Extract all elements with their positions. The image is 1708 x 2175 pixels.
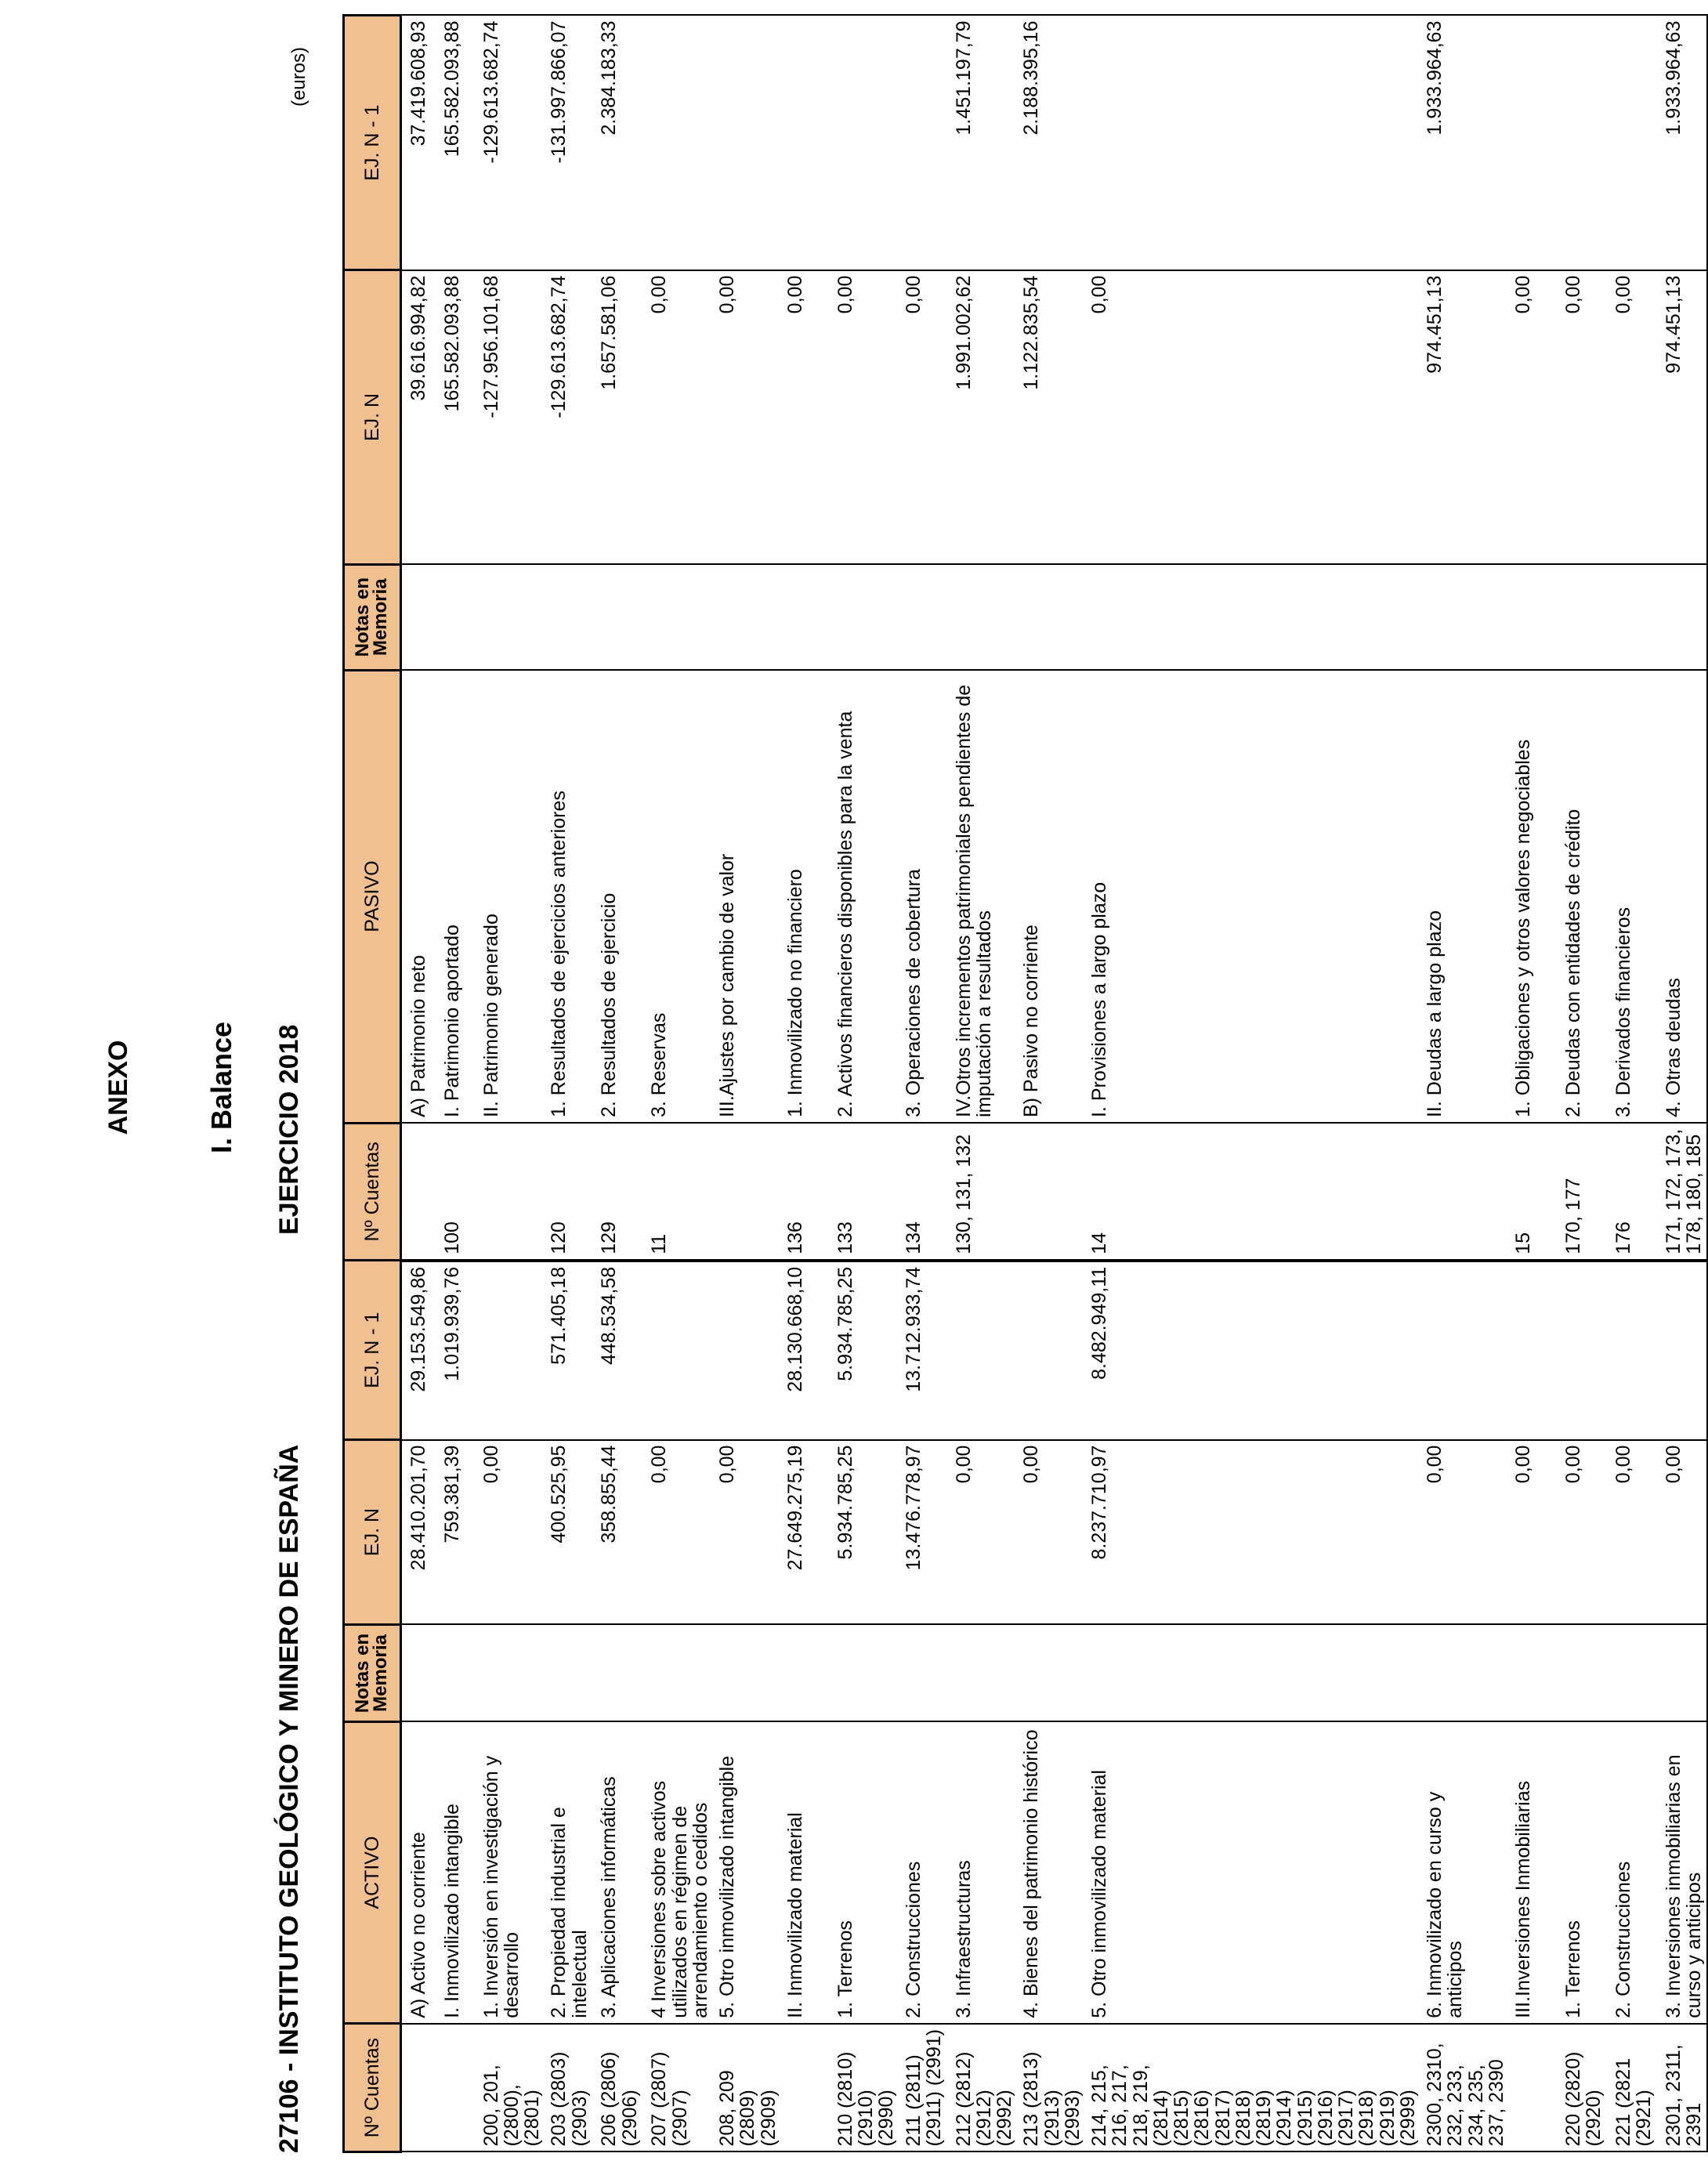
asset-label-cell: 1. Terrenos (829, 1722, 897, 2024)
liability-prior-year-cell: 1.933.964,63 (1418, 16, 1507, 270)
asset-label-cell: 2. Construcciones (897, 1722, 947, 2024)
account-codes-cell (1507, 2024, 1557, 2152)
liability-current-year-cell: 0,00 (711, 270, 779, 565)
col-header-cuentas: Nº Cuentas (344, 2024, 401, 2152)
asset-label-cell: 1. Inversión en investigación y desarrollo (475, 1722, 543, 2024)
liability-notes-cell (829, 564, 897, 670)
liability-current-year-cell: 0,00 (1507, 270, 1557, 565)
liability-notes-cell (779, 564, 829, 670)
asset-current-year-cell: 0,00 (1557, 1440, 1607, 1625)
asset-notes-cell (642, 1625, 711, 1722)
asset-notes-cell (1507, 1625, 1557, 1722)
liability-account-codes-cell: 120 (542, 1123, 592, 1261)
liability-prior-year-cell (642, 16, 711, 270)
asset-prior-year-cell (1507, 1261, 1557, 1440)
liability-account-codes-cell (1418, 1123, 1507, 1261)
table-row (1657, 16, 1707, 2152)
liability-label-cell: B) Pasivo no corriente (1015, 670, 1083, 1123)
asset-prior-year-cell: 28.130.668,10 (779, 1261, 829, 1440)
liability-current-year-cell: 0,00 (1083, 270, 1418, 565)
asset-prior-year-cell: 8.482.949,11 (1083, 1261, 1418, 1440)
asset-label-cell: 1. Terrenos (1557, 1722, 1607, 2024)
asset-notes-cell (829, 1625, 897, 1722)
liability-prior-year-cell (1557, 16, 1607, 270)
fiscal-year-title: EJERCICIO 2018 (274, 1024, 304, 1235)
liability-current-year-cell: 1.657.581,06 (592, 270, 642, 565)
asset-prior-year-cell: 29.153.549,86 (401, 1261, 436, 1440)
asset-prior-year-cell: 1.019.939,76 (436, 1261, 475, 1440)
asset-prior-year-cell: 5.934.785,25 (829, 1261, 897, 1440)
liability-current-year-cell: -127.956.101,68 (475, 270, 543, 565)
asset-prior-year-cell (1418, 1261, 1507, 1440)
liability-label-cell: 4. Otras deudas (1657, 670, 1707, 1123)
organism-title: 27106 - INSTITUTO GEOLÓGICO Y MINERO DE ESPAÑA (274, 1444, 304, 2153)
table-row (542, 16, 592, 2152)
liability-label-cell: 1. Obligaciones y otros valores negociables (1507, 670, 1557, 1123)
asset-notes-cell (711, 1625, 779, 1722)
account-codes-cell: 220 (2820) (2920) (1557, 2024, 1607, 2152)
liability-prior-year-cell: -129.613.682,74 (475, 16, 543, 270)
asset-notes-cell (897, 1625, 947, 1722)
liability-label-cell: A) Patrimonio neto (401, 670, 436, 1123)
liability-label-cell: 1. Inmovilizado no financiero (779, 670, 829, 1123)
liability-label-cell: I. Patrimonio aportado (436, 670, 475, 1123)
asset-current-year-cell: 5.934.785,25 (829, 1440, 897, 1625)
table-row (1418, 16, 1507, 2152)
table-row (1507, 16, 1557, 2152)
liability-prior-year-cell: 1.451.197,79 (947, 16, 1015, 270)
liability-current-year-cell: 0,00 (779, 270, 829, 565)
asset-prior-year-cell: 13.712.933,74 (897, 1261, 947, 1440)
asset-label-cell: 6. Inmovilizado en curso y anticipos (1418, 1722, 1507, 2024)
liability-label-cell: 2. Resultados de ejercicio (592, 670, 642, 1123)
liability-account-codes-cell: 130, 131, 132 (947, 1123, 1015, 1261)
liability-notes-cell (1083, 564, 1418, 670)
liability-label-cell: 3. Operaciones de cobertura (897, 670, 947, 1123)
liability-prior-year-cell (711, 16, 779, 270)
liability-current-year-cell: 0,00 (897, 270, 947, 565)
asset-current-year-cell: 0,00 (1507, 1440, 1557, 1625)
asset-notes-cell (779, 1625, 829, 1722)
account-codes-cell: 221 (2821 (2921) (1607, 2024, 1657, 2152)
col-header-ejn: EJ. N (344, 1440, 401, 1625)
liability-label-cell: 3. Derivados financieros (1607, 670, 1657, 1123)
asset-current-year-cell: 0,00 (642, 1440, 711, 1625)
liability-prior-year-cell (1507, 16, 1557, 270)
asset-notes-cell (947, 1625, 1015, 1722)
asset-current-year-cell: 759.381,39 (436, 1440, 475, 1625)
liability-current-year-cell: 974.451,13 (1657, 270, 1707, 565)
asset-notes-cell (592, 1625, 642, 1722)
asset-label-cell: 5. Otro inmovilizado intangible (711, 1722, 779, 2024)
liability-account-codes-cell: 15 (1507, 1123, 1557, 1261)
liability-account-codes-cell: 134 (897, 1123, 947, 1261)
liability-notes-cell (1418, 564, 1507, 670)
liability-current-year-cell: 39.616.994,82 (401, 270, 436, 565)
asset-prior-year-cell (642, 1261, 711, 1440)
table-row (1607, 16, 1657, 2152)
annex-heading: ANEXO (103, 1040, 133, 1135)
asset-current-year-cell: 0,00 (711, 1440, 779, 1625)
table-row (642, 16, 711, 2152)
asset-label-cell: 3. Aplicaciones informáticas (592, 1722, 642, 2024)
liability-notes-cell (1657, 564, 1707, 670)
liability-current-year-cell: 1.991.002,62 (947, 270, 1015, 565)
liability-account-codes-cell: 14 (1083, 1123, 1418, 1261)
asset-current-year-cell: 13.476.778,97 (897, 1440, 947, 1625)
liability-account-codes-cell: 136 (779, 1123, 829, 1261)
liability-label-cell: III.Ajustes por cambio de valor (711, 670, 779, 1123)
account-codes-cell: 213 (2813) (2913) (2993) (1015, 2024, 1083, 2152)
account-codes-cell (436, 2024, 475, 2152)
asset-current-year-cell: 0,00 (475, 1440, 543, 1625)
account-codes-cell: 2300, 2310, 232, 233, 234, 235, 237, 2390 (1418, 2024, 1507, 2152)
balance-table (342, 14, 1708, 2153)
account-codes-cell: 210 (2810) (2910) (2990) (829, 2024, 897, 2152)
asset-label-cell: 2. Propiedad industrial e intelectual (542, 1722, 592, 2024)
asset-current-year-cell: 0,00 (1015, 1440, 1083, 1625)
asset-label-cell: 2. Construcciones (1607, 1722, 1657, 2024)
asset-notes-cell (436, 1625, 475, 1722)
liability-notes-cell (436, 564, 475, 670)
asset-label-cell: 3. Infraestructuras (947, 1722, 1015, 2024)
liability-account-codes-cell: 171, 172, 173, 178, 180, 185 (1657, 1123, 1707, 1261)
asset-current-year-cell: 0,00 (947, 1440, 1015, 1625)
col-header-ejn-pasivo: EJ. N (344, 270, 401, 565)
asset-current-year-cell: 400.525,95 (542, 1440, 592, 1625)
liability-notes-cell (401, 564, 436, 670)
liability-label-cell: 2. Activos financieros disponibles para la venta (829, 670, 897, 1123)
asset-prior-year-cell (1557, 1261, 1607, 1440)
asset-label-cell: 4 Inversiones sobre activos utilizados en régimen de arrendamiento o cedidos (642, 1722, 711, 2024)
asset-notes-cell (475, 1625, 543, 1722)
col-header-ejn1: EJ. N - 1 (344, 1261, 401, 1440)
liability-notes-cell (897, 564, 947, 670)
liability-prior-year-cell (1083, 16, 1418, 270)
account-codes-cell (401, 2024, 436, 2152)
liability-prior-year-cell (897, 16, 947, 270)
currency-units: (euros) (288, 47, 309, 107)
table-row (401, 16, 436, 2152)
account-codes-cell: 206 (2806) (2906) (592, 2024, 642, 2152)
liability-account-codes-cell: 100 (436, 1123, 475, 1261)
account-codes-cell: 212 (2812) (2912) (2992) (947, 2024, 1015, 2152)
liability-account-codes-cell (475, 1123, 543, 1261)
table-row (711, 16, 779, 2152)
asset-label-cell: 4. Bienes del patrimonio histórico (1015, 1722, 1083, 2024)
liability-notes-cell (1507, 564, 1557, 670)
liability-notes-cell (475, 564, 543, 670)
account-codes-cell: 203 (2803) (2903) (542, 2024, 592, 2152)
liability-account-codes-cell (1015, 1123, 1083, 1261)
account-codes-cell: 214, 215, 216, 217, 218, 219, (2814) (2815) (2816) (2817) (2818) (2819) (2914) (2915) (2916) (2917) (2918) (2919) (2999) (1083, 2024, 1418, 2152)
table-row (592, 16, 642, 2152)
asset-label-cell: I. Inmovilizado intangible (436, 1722, 475, 2024)
asset-notes-cell (1657, 1625, 1707, 1722)
asset-notes-cell (1418, 1625, 1507, 1722)
asset-prior-year-cell (1657, 1261, 1707, 1440)
liability-label-cell: 1. Resultados de ejercicios anteriores (542, 670, 592, 1123)
liability-notes-cell (542, 564, 592, 670)
liability-notes-cell (592, 564, 642, 670)
asset-label-cell: 3. Inversiones inmobiliarias en curso y anticipos (1657, 1722, 1707, 2024)
asset-current-year-cell: 8.237.710,97 (1083, 1440, 1418, 1625)
col-header-notas-pasivo: Notas en Memoria (344, 564, 401, 670)
asset-notes-cell (401, 1625, 436, 1722)
col-header-cuentas-pasivo: Nº Cuentas (344, 1123, 401, 1261)
asset-label-cell: 5. Otro inmovilizado material (1083, 1722, 1418, 2024)
balance-rows (401, 16, 1708, 2152)
table-header-row (344, 16, 401, 2152)
liability-label-cell: 2. Deudas con entidades de crédito (1557, 670, 1607, 1123)
asset-prior-year-cell (947, 1261, 1015, 1440)
table-row (1083, 16, 1418, 2152)
liability-account-codes-cell: 133 (829, 1123, 897, 1261)
asset-prior-year-cell (1607, 1261, 1657, 1440)
liability-label-cell: II. Deudas a largo plazo (1418, 670, 1507, 1123)
table-row (1015, 16, 1083, 2152)
liability-current-year-cell: -129.613.682,74 (542, 270, 592, 565)
liability-prior-year-cell (829, 16, 897, 270)
table-row (475, 16, 543, 2152)
table-row (779, 16, 829, 2152)
asset-notes-cell (1083, 1625, 1418, 1722)
liability-label-cell: 3. Reservas (642, 670, 711, 1123)
liability-notes-cell (1557, 564, 1607, 670)
liability-notes-cell (1015, 564, 1083, 670)
asset-current-year-cell: 0,00 (1607, 1440, 1657, 1625)
liability-prior-year-cell: 165.582.093,88 (436, 16, 475, 270)
col-header-notas: Notas en Memoria (344, 1625, 401, 1722)
col-header-ejn1-pasivo: EJ. N - 1 (344, 16, 401, 270)
balance-heading: I. Balance (205, 1021, 237, 1154)
table-row (947, 16, 1015, 2152)
liability-notes-cell (642, 564, 711, 670)
liability-account-codes-cell: 170, 177 (1557, 1123, 1607, 1261)
liability-current-year-cell: 0,00 (1607, 270, 1657, 565)
liability-prior-year-cell: 2.384.183,33 (592, 16, 642, 270)
liability-account-codes-cell: 11 (642, 1123, 711, 1261)
table-row (897, 16, 947, 2152)
liability-notes-cell (1607, 564, 1657, 670)
asset-prior-year-cell: 448.534,58 (592, 1261, 642, 1440)
asset-label-cell: III.Inversiones Inmobiliarias (1507, 1722, 1557, 2024)
asset-prior-year-cell (711, 1261, 779, 1440)
account-codes-cell: 211 (2811) (2911) (2991) (897, 2024, 947, 2152)
liability-prior-year-cell: -131.997.866,07 (542, 16, 592, 270)
table-row (436, 16, 475, 2152)
liability-label-cell: I. Provisiones a largo plazo (1083, 670, 1418, 1123)
liability-current-year-cell: 0,00 (642, 270, 711, 565)
liability-account-codes-cell (711, 1123, 779, 1261)
col-header-pasivo: PASIVO (344, 670, 401, 1123)
account-codes-cell: 2301, 2311, 2391 (1657, 2024, 1707, 2152)
asset-notes-cell (1015, 1625, 1083, 1722)
asset-label-cell: II. Inmovilizado material (779, 1722, 829, 2024)
liability-account-codes-cell (401, 1123, 436, 1261)
liability-prior-year-cell: 1.933.964,63 (1657, 16, 1707, 270)
liability-prior-year-cell (779, 16, 829, 270)
asset-label-cell: A) Activo no corriente (401, 1722, 436, 2024)
liability-account-codes-cell: 129 (592, 1123, 642, 1261)
asset-current-year-cell: 0,00 (1657, 1440, 1707, 1625)
liability-current-year-cell: 974.451,13 (1418, 270, 1507, 565)
liability-notes-cell (711, 564, 779, 670)
liability-prior-year-cell: 37.419.608,93 (401, 16, 436, 270)
table-row (829, 16, 897, 2152)
asset-notes-cell (1607, 1625, 1657, 1722)
asset-prior-year-cell (1015, 1261, 1083, 1440)
asset-current-year-cell: 0,00 (1418, 1440, 1507, 1625)
asset-prior-year-cell (475, 1261, 543, 1440)
account-codes-cell (779, 2024, 829, 2152)
liability-current-year-cell: 0,00 (829, 270, 897, 565)
account-codes-cell: 207 (2807) (2907) (642, 2024, 711, 2152)
liability-label-cell: IV.Otros incrementos patrimoniales pendientes de imputación a resultados (947, 670, 1015, 1123)
liability-current-year-cell: 165.582.093,88 (436, 270, 475, 565)
asset-notes-cell (542, 1625, 592, 1722)
liability-account-codes-cell: 176 (1607, 1123, 1657, 1261)
table-row (1557, 16, 1607, 2152)
asset-notes-cell (1557, 1625, 1607, 1722)
liability-prior-year-cell: 2.188.395,16 (1015, 16, 1083, 270)
liability-notes-cell (947, 564, 1015, 670)
col-header-activo: ACTIVO (344, 1722, 401, 2024)
account-codes-cell: 200, 201, (2800), (2801) (475, 2024, 543, 2152)
asset-current-year-cell: 27.649.275,19 (779, 1440, 829, 1625)
asset-current-year-cell: 28.410.201,70 (401, 1440, 436, 1625)
liability-current-year-cell: 1.122.835,54 (1015, 270, 1083, 565)
asset-current-year-cell: 358.855,44 (592, 1440, 642, 1625)
account-codes-cell: 208, 209 (2809) (2909) (711, 2024, 779, 2152)
liability-label-cell: II. Patrimonio generado (475, 670, 543, 1123)
liability-current-year-cell: 0,00 (1557, 270, 1607, 565)
asset-prior-year-cell: 571.405,18 (542, 1261, 592, 1440)
liability-prior-year-cell (1607, 16, 1657, 270)
